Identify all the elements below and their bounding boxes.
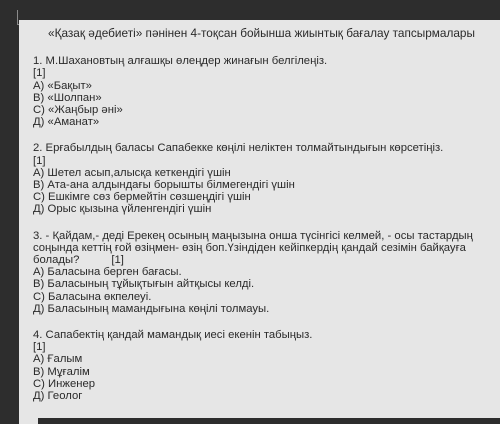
document-paper	[19, 20, 500, 424]
document-title: «Қазақ әдебиеті» пәнінен 4-тоқсан бойынша жиынтық бағалау тапсырмалары	[48, 26, 475, 40]
answer-option: Д) Орыс қызына үйленгендігі үшін	[33, 203, 212, 216]
answer-option: A) Баласына берген бағасы.	[33, 266, 182, 279]
answer-option: B) Ата-ана алдындағы борышты білмегендігі үшін	[33, 179, 295, 192]
answer-option: A) «Бақыт»	[33, 79, 92, 92]
question-text-line: болады?	[33, 254, 80, 267]
question-text: 1. М.Шахановтың алғашқы өлеңдер жинағын белгілеңіз.	[33, 55, 328, 68]
answer-option: Д) Баласының мамандығына көңілі толмауы.	[33, 302, 270, 315]
answer-option: C) Инженер	[33, 377, 96, 390]
question-1	[33, 55, 490, 128]
question-4	[33, 329, 490, 402]
answer-option: C) «Жаңбыр әні»	[33, 104, 123, 117]
question-3	[33, 230, 490, 315]
answer-option: A) Ғалым	[33, 353, 83, 366]
answer-option: C) Баласына өкпелеуі.	[33, 290, 152, 303]
answer-option: A) Шетел асып,алысқа кеткендігі үшін	[33, 166, 231, 179]
question-score: [1]	[33, 67, 46, 80]
question-text: 2. Ерғабылдың баласы Сапабекке көңілі неліктен толмайтындығын көрсетіңіз.	[33, 142, 444, 155]
answer-option: C) Ешкімге сөз бермейтін сөзшеңдігі үшін	[33, 191, 251, 204]
answer-option: Д) «Аманат»	[33, 116, 100, 129]
answer-option: B) Баласының тұйықтығын айтқысы келді.	[33, 278, 255, 291]
answer-option: Д) Геолог	[33, 390, 83, 403]
question-2	[33, 142, 490, 215]
question-text-line: 3. - Қайдам,- деді Ерекең осының маңызына онша түсінгісі келмей, - осы тастардың	[33, 229, 473, 242]
answer-option: B) Мұғалім	[33, 365, 90, 378]
answer-option: B) «Шолпан»	[33, 91, 102, 104]
question-text-last-line	[33, 254, 490, 266]
question-score: [1]	[111, 254, 124, 267]
question-score: [1]	[33, 154, 46, 167]
bottom-dark-strip	[38, 418, 500, 424]
question-text-line: соңында кеттің ғой өзіңмен- өзің боп.Үзіндіден кейіпкердің қандай сезімін байқауға	[33, 241, 466, 254]
question-text: 4. Сапабектің қандай мамандық иесі екенін табыңыз.	[33, 329, 313, 342]
question-score: [1]	[33, 341, 46, 354]
